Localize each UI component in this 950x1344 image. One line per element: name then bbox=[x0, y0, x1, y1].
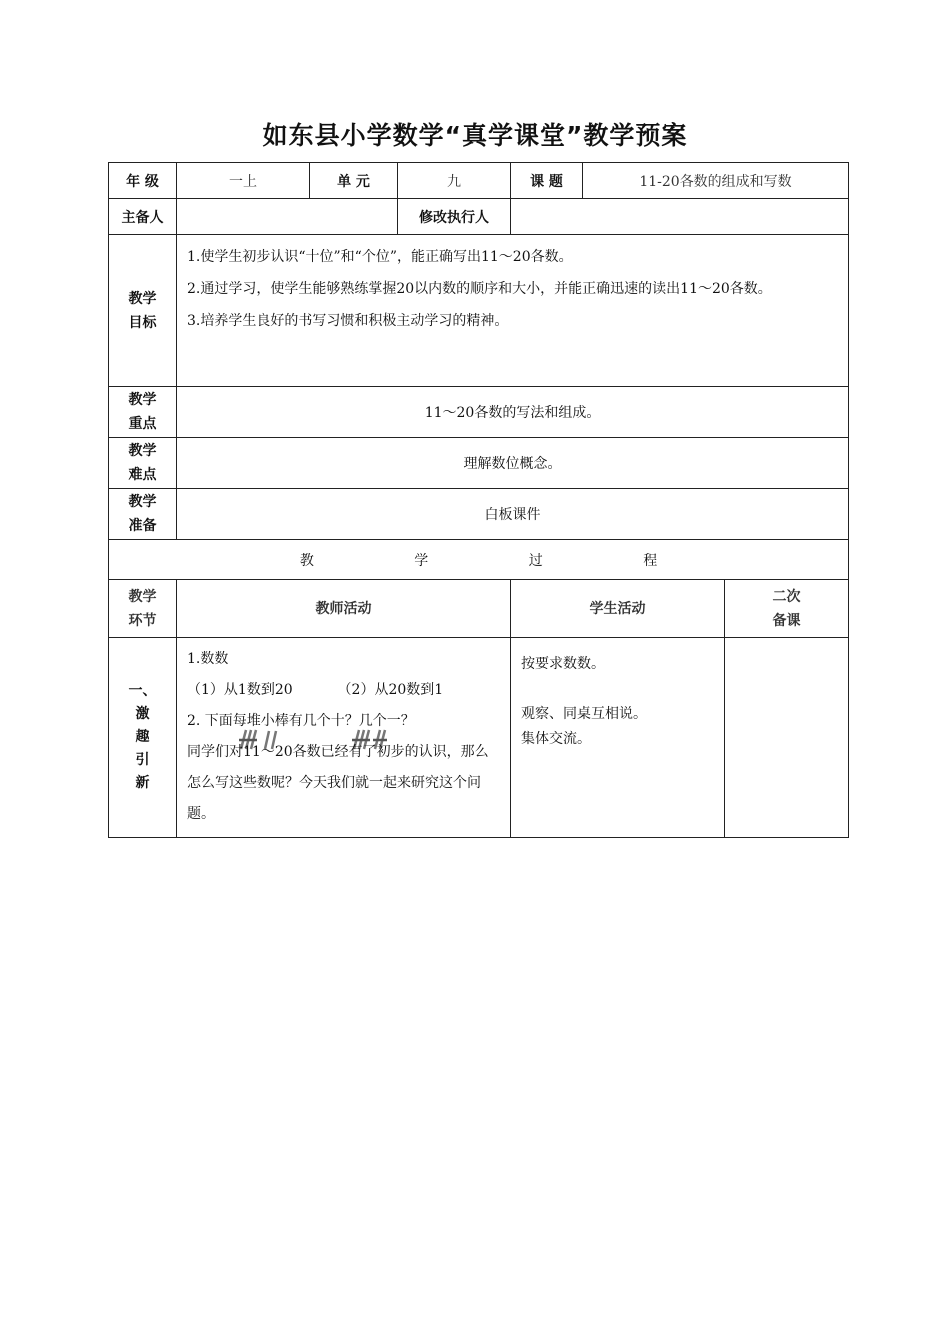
teacher-line-part: （1）从1数到20 bbox=[187, 682, 293, 698]
student-activity bbox=[511, 638, 725, 838]
stage-header bbox=[109, 580, 177, 638]
second-prep-cell bbox=[725, 638, 849, 838]
difficulty-value: 理解数位概念。 bbox=[177, 438, 849, 489]
difficulty-label-1: 教学 bbox=[128, 443, 157, 459]
goals-content bbox=[177, 235, 849, 387]
process-title bbox=[109, 540, 849, 580]
key-point-label bbox=[109, 387, 177, 438]
stage-header-2: 环节 bbox=[128, 612, 157, 629]
topic-label: 课 题 bbox=[511, 163, 583, 199]
key-point-value: 11～20各数的写法和组成。 bbox=[177, 387, 849, 438]
grade-value: 一上 bbox=[177, 163, 310, 199]
preparer-label: 主备人 bbox=[109, 199, 177, 235]
stage-cell bbox=[109, 638, 177, 838]
second-prep-header-2: 备课 bbox=[772, 612, 801, 629]
goal-item: 3.培养学生良好的书写习惯和积极主动学习的精神。 bbox=[187, 313, 509, 329]
stage-char: 一、 bbox=[128, 683, 157, 699]
teacher-line bbox=[187, 737, 502, 830]
difficulty-label bbox=[109, 438, 177, 489]
student-header: 学生活动 bbox=[511, 580, 725, 638]
header-row bbox=[109, 163, 849, 199]
stage-char: 激 bbox=[135, 706, 150, 722]
stage-char: 引 bbox=[135, 752, 150, 768]
page-title: 如东县小学数学“真学课堂”教学预案 bbox=[262, 121, 688, 150]
preparation-label bbox=[109, 489, 177, 540]
key-point-row bbox=[109, 387, 849, 438]
process-char: 程 bbox=[643, 552, 658, 569]
goals-label-1: 教学 bbox=[128, 290, 157, 307]
second-prep-header-1: 二次 bbox=[772, 588, 801, 605]
unit-label: 单 元 bbox=[310, 163, 398, 199]
process-char: 过 bbox=[528, 552, 543, 569]
goal-item: 1.使学生初步认识“十位”和“个位”，能正确写出11～20各数。 bbox=[187, 249, 573, 265]
preparation-row bbox=[109, 489, 849, 540]
preparer-value bbox=[177, 199, 398, 235]
student-line: 集体交流。 bbox=[521, 731, 591, 747]
process-char: 教 bbox=[299, 552, 314, 569]
difficulty-row bbox=[109, 438, 849, 489]
column-header-row bbox=[109, 580, 849, 638]
grade-label: 年 级 bbox=[109, 163, 177, 199]
stage-char: 趣 bbox=[135, 729, 150, 745]
teacher-line-text: 同学们对11～20各数已经有了初步的认识，那么怎么写这些数呢？今天我们就一起来研究这个问题。 bbox=[187, 744, 489, 822]
goals-row bbox=[109, 235, 849, 387]
executor-value bbox=[511, 199, 849, 235]
teacher-line-part: （2）从20数到1 bbox=[337, 682, 444, 698]
preparation-label-1: 教学 bbox=[128, 494, 157, 510]
goal-item: 2.通过学习，使学生能够熟练掌握20以内数的顺序和大小，并能正确迅速的读出11～20各数。 bbox=[187, 281, 772, 297]
key-point-label-2: 重点 bbox=[128, 416, 157, 432]
stage-header-1: 教学 bbox=[128, 588, 157, 605]
unit-value: 九 bbox=[398, 163, 511, 199]
teacher-header: 教师活动 bbox=[177, 580, 511, 638]
process-title-row bbox=[109, 540, 849, 580]
second-prep-header bbox=[725, 580, 849, 638]
process-char: 学 bbox=[414, 552, 429, 569]
preparation-value: 白板课件 bbox=[177, 489, 849, 540]
key-point-label-1: 教学 bbox=[128, 392, 157, 408]
teacher-activity bbox=[177, 638, 511, 838]
lesson-plan-table bbox=[108, 162, 849, 838]
preparer-row bbox=[109, 199, 849, 235]
teacher-line: 2. 下面每堆小棒有几个十？几个一？ bbox=[187, 713, 415, 729]
student-line: 观察、同桌互相说。 bbox=[521, 706, 647, 722]
section-row bbox=[109, 638, 849, 838]
spacer bbox=[521, 677, 716, 702]
teacher-line bbox=[187, 675, 502, 706]
stage-char: 新 bbox=[135, 775, 150, 791]
goals-label-2: 目标 bbox=[128, 314, 157, 331]
difficulty-label-2: 难点 bbox=[128, 467, 157, 483]
preparation-label-2: 准备 bbox=[128, 518, 157, 534]
student-line: 按要求数数。 bbox=[521, 656, 605, 672]
executor-label: 修改执行人 bbox=[398, 199, 511, 235]
teacher-line: 1.数数 bbox=[187, 651, 229, 667]
topic-value: 11-20各数的组成和写数 bbox=[583, 163, 849, 199]
goals-label bbox=[109, 235, 177, 387]
